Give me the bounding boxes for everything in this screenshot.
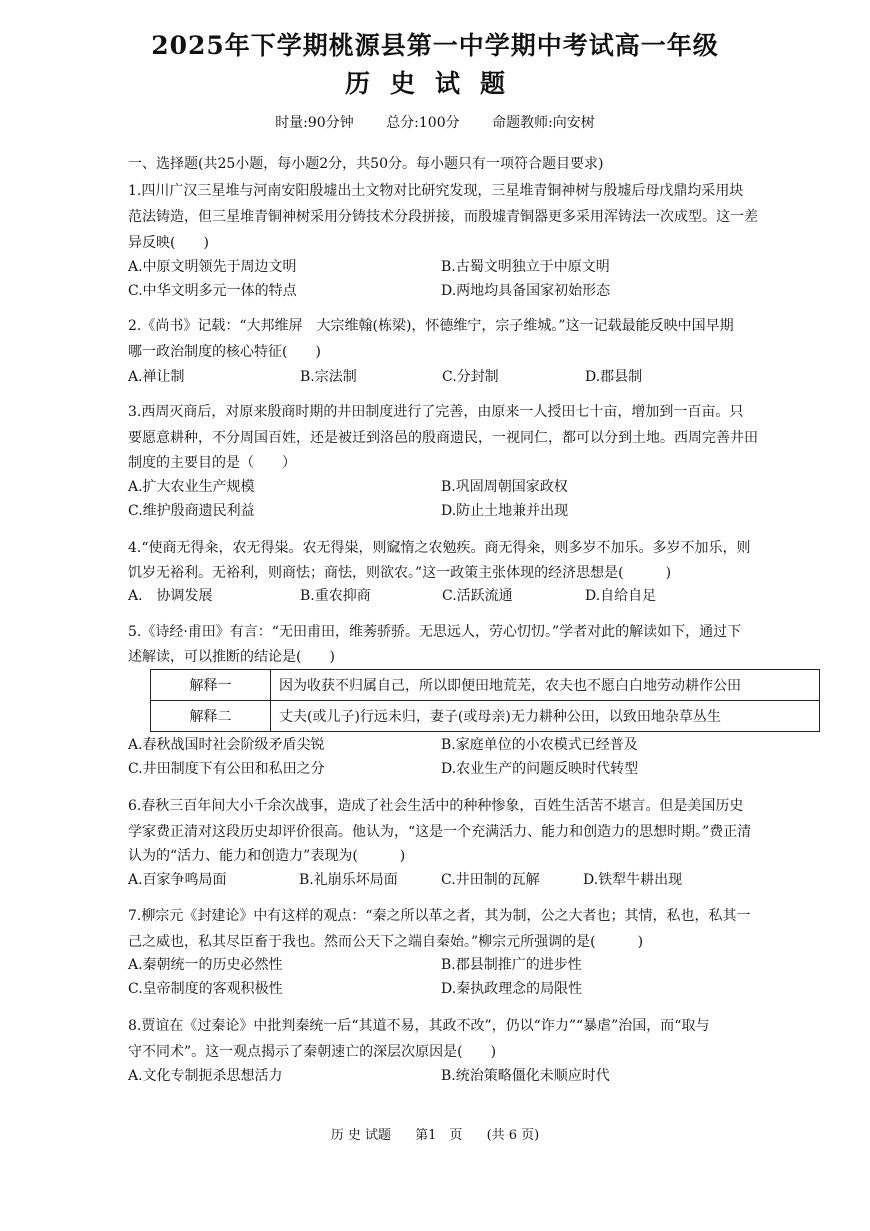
question-1-option-b: B.古蜀文明独立于中原文明 [441,259,610,275]
question-7-option-b: B.郡县制推广的进步性 [441,957,582,973]
table-cell-text: 丈夫(或儿子)行远未归，妻子(或母亲)无力耕种公田，以致田地杂草丛生 [271,701,820,732]
question-1-line-1: 1.四川广汉三星堆与河南安阳殷墟出土文物对比研究发现，三星堆青铜神树与殷墟后母戊鼎均采用块 [128,183,744,199]
question-4-line-1: 4.“使商无得籴，农无得粜。农无得粜，则窳惰之农勉疾。商无得籴，则多岁不加乐。多岁不加乐，则 [128,540,751,556]
question-1-line-3: 异反映( ) [128,235,209,251]
exam-title: 2025年下学期桃源县第一中学期中考试高一年级 [151,31,719,60]
question-2-option-d: D.郡县制 [585,369,643,385]
exam-subject: 历史试题 [344,69,525,98]
question-6-option-b: B.礼崩乐坏局面 [299,872,398,888]
question-5-table [150,669,820,732]
table-cell-head: 解释二 [151,701,271,732]
table-row [151,701,820,732]
question-5-option-d: D.农业生产的问题反映时代转型 [441,761,639,777]
question-3-line-3: 制度的主要目的是（ ） [128,455,296,471]
question-8-line-2: 守不同术”。这一观点揭示了秦朝速亡的深层次原因是( ) [128,1044,497,1060]
question-3-line-2: 要愿意耕种，不分周国百姓，还是被迁到洛邑的殷商遗民，一视同仁，都可以分到土地。西周完善井田 [128,430,758,446]
question-8-option-a: A.文化专制扼杀思想活力 [128,1068,283,1084]
question-3-option-d: D.防止土地兼并出现 [441,503,569,519]
question-5-line-1: 5.《诗经·甫田》有言：“无田甫田，维莠骄骄。无思远人，劳心忉忉。”学者对此的解读如下，通过下 [128,624,742,640]
question-6-option-d: D.铁犁牛耕出现 [583,872,683,888]
question-3-line-1: 3.西周灭商后，对原来殷商时期的井田制度进行了完善，由原来一人授田七十亩，增加到一百亩。只 [128,404,744,420]
question-6-line-1: 6.春秋三百年间大小千余次战事，造成了社会生活中的种种惨象，百姓生活苦不堪言。但是美国历史 [128,798,744,814]
question-1-line-2: 范法铸造，但三星堆青铜神树采用分铸技术分段拼接，而殷墟青铜器更多采用浑铸法一次成型。这一差 [128,209,758,225]
table-row [151,670,820,701]
question-3-option-c: C.维护殷商遗民利益 [128,503,255,519]
page-footer [0,1124,870,1143]
footer-subject: 历 史 试题 [330,1128,391,1143]
question-6-option-a: A.百家争鸣局面 [128,872,227,888]
question-5-option-b: B.家庭单位的小农模式已经普及 [441,737,638,753]
question-5-option-c: C.井田制度下有公田和私田之分 [128,761,325,777]
exam-time: 时量:90分钟 [275,115,354,131]
question-8-option-b: B.统治策略僵化未顺应时代 [441,1068,610,1084]
question-4-line-2: 饥岁无裕利。无裕利，则商怯；商怯，则欲农。”这一政策主张体现的经济思想是( ) [128,565,672,581]
question-6-option-c: C.井田制的瓦解 [441,872,540,888]
question-4-option-c: C.活跃流通 [442,588,513,604]
question-3-option-a: A.扩大农业生产规模 [128,479,255,495]
exam-score: 总分:100分 [386,115,460,131]
question-3-option-b: B.巩固周朝国家政权 [441,479,568,495]
question-1-option-c: C.中华文明多元一体的特点 [128,283,297,299]
footer-total: (共 6 页) [486,1128,540,1143]
table-cell-head: 解释一 [151,670,271,701]
question-7-option-a: A.秦朝统一的历史必然性 [128,957,283,973]
question-2-line-2: 哪一政治制度的核心特征( ) [128,344,321,360]
question-2-line-1: 2.《尚书》记载：“大邦维屏 大宗维翰(栋梁)，怀德维宁，宗子维城。”这一记载最能反映中国早期 [128,318,734,334]
question-6-line-3: 认为的“活力、能力和创造力”表现为( ) [128,848,406,864]
question-6-line-2: 学家费正清对这段历史却评价很高。他认为，“这是一个充满活力、能力和创造力的思想时期。”费正清 [128,824,752,840]
question-2-option-b: B.宗法制 [300,369,357,385]
question-4-option-b: B.重农抑商 [300,588,371,604]
footer-page: 第1 页 [415,1128,463,1143]
question-1-option-d: D.两地均具备国家初始形态 [441,283,611,299]
exam-teacher: 命题教师:向安树 [492,115,595,131]
question-7-line-2: 己之威也，私其尽臣畜于我也。然而公天下之端自秦始。”柳宗元所强调的是( ) [128,934,644,950]
question-2-option-a: A.禅让制 [128,369,185,385]
question-5-option-a: A.春秋战国时社会阶级矛盾尖锐 [128,737,325,753]
question-7-option-c: C.皇帝制度的客观积极性 [128,981,283,997]
question-4-option-d: D.自给自足 [585,588,657,604]
question-1-option-a: A.中原文明领先于周边文明 [128,259,297,275]
question-7-line-1: 7.柳宗元《封建论》中有这样的观点：“秦之所以革之者，其为制，公之大者也；其情，私也，私其一 [128,908,751,924]
question-7-option-d: D.秦执政理念的局限性 [441,981,583,997]
question-4-option-a: A. 协调发展 [128,588,213,604]
question-2-option-c: C.分封制 [442,369,499,385]
question-8-line-1: 8.贾谊在《过秦论》中批判秦统一后“其道不易，其政不改”，仍以“诈力”“暴虐”治国，而“取与 [128,1018,710,1034]
exam-meta [0,112,870,132]
question-5-line-2: 述解读，可以推断的结论是( ) [128,649,335,665]
table-cell-text: 因为收获不归属自己，所以即便田地荒芜，农夫也不愿白白地劳动耕作公田 [271,670,820,701]
section-heading: 一、选择题(共25小题，每小题2分，共50分。每小题只有一项符合题目要求) [128,156,604,172]
